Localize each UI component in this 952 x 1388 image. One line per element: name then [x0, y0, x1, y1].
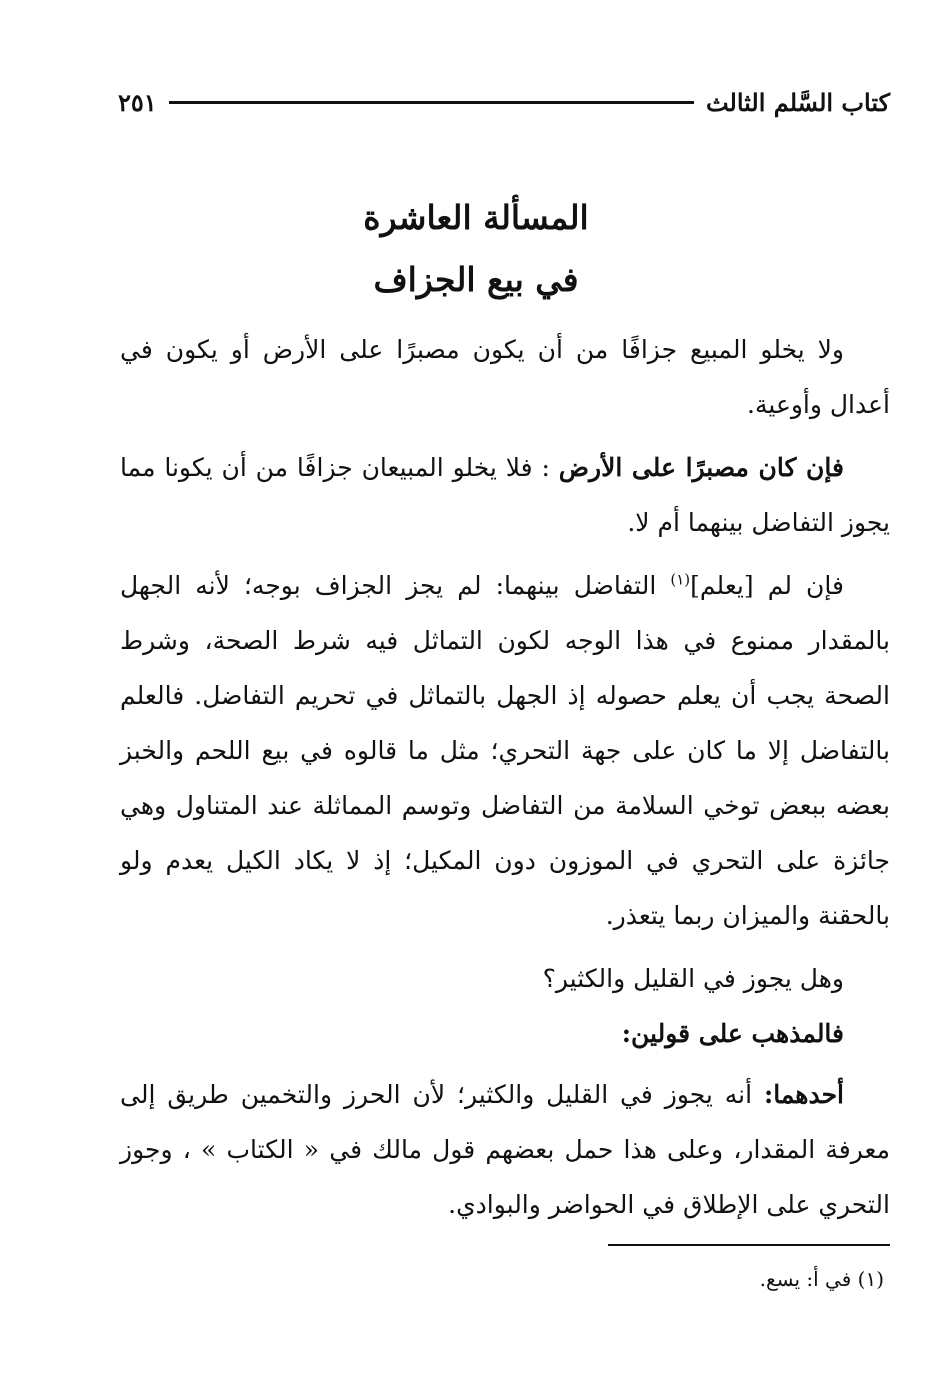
- paragraph-6-lead: أحدهما:: [763, 1080, 844, 1109]
- running-header: [118, 84, 890, 120]
- footnote-1: (١) في أ: يسع.: [759, 1267, 884, 1291]
- body-text: [120, 322, 890, 1240]
- book-title: كتاب السَّلم الثالث: [705, 87, 890, 117]
- footnote-ref: (١): [670, 570, 691, 589]
- paragraph-2: [120, 440, 890, 550]
- paragraph-2-lead: فإن كان مصبرًا على الأرض: [558, 453, 844, 482]
- paragraph-3-start: فإن لم [يعلم]: [690, 571, 844, 600]
- paragraph-4: وهل يجوز في القليل والكثير؟: [542, 964, 844, 993]
- footnote-rule: [608, 1244, 890, 1246]
- header-rule: [169, 101, 694, 104]
- paragraph-5: فالمذهب على قولين:: [621, 1019, 844, 1048]
- paragraph-2-text: : فلا يخلو المبيعان جزافًا من أن يكونا مما يجوز التفاضل بينهما أم لا.: [120, 453, 890, 537]
- paragraph-6-text: أنه يجوز في القليل والكثير؛ لأن الحرز والتخمين طريق إلى معرفة المقدار، وعلى هذا حمل بعضهم قول مالك في « الكتاب » ، وجوز التحري على الإطلاق في الحواضر والبوادي.: [120, 1080, 890, 1219]
- paragraph-1: ولا يخلو المبيع جزافًا من أن يكون مصبرًا على الأرض أو يكون في أعدال وأوعية.: [120, 335, 890, 419]
- paragraph-3-text: التفاضل بينهما: لم يجز الجزاف بوجه؛ لأنه الجهل بالمقدار ممنوع في هذا الوجه لكون التماثل فيه شرط الصحة، وشرط الصحة يجب أن يعلم حصوله إذ الجهل بالتماثل في تحريم التفاضل. فالعلم بالتفاضل إلا ما كان على جهة التحري؛ مثل ما قالوه في بيع اللحم والخبز بعضه ببعض توخي السلامة من التفاضل وتوسم المماثلة عند المتناول وهي جائزة على التحري في الموزون دون المكيل؛ إذ لا يكاد الكيل يعدم ولو بالحقنة والميزان ربما يتعذر.: [120, 571, 890, 930]
- paragraph-6: [120, 1067, 890, 1232]
- page-number: ٢٥١: [118, 87, 157, 117]
- paragraph-3: [120, 558, 890, 943]
- section-title: في بيع الجزاف: [373, 260, 579, 299]
- chapter-title: المسألة العاشرة: [363, 198, 589, 237]
